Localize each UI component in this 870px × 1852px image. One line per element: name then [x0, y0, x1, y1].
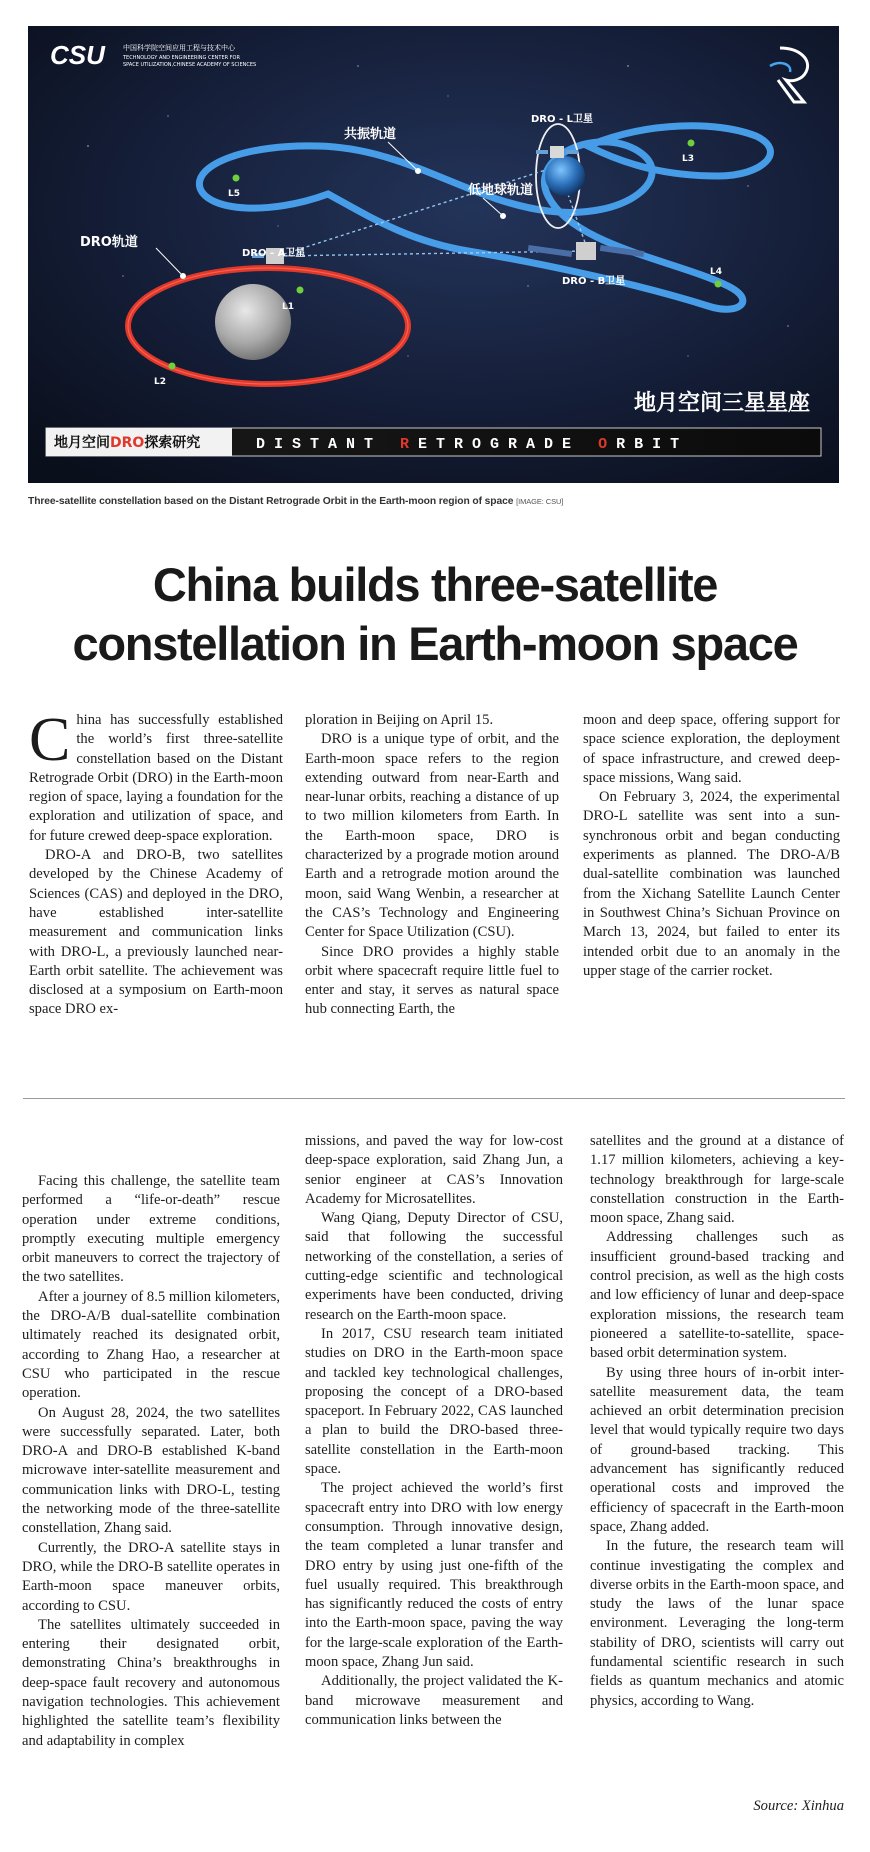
article-column-1 [29, 706, 283, 1020]
paragraph-6: Facing this challenge, the satellite team performed a “life-or-death” rescue operation under extreme conditions, promptly executing multiple emergency orbit maneuvers to correct the trajectory of the two satellites. [22, 1173, 280, 1286]
label-l4: L4 [710, 267, 722, 277]
banner-en-r: R [400, 436, 419, 453]
label-dro-a: DRO - A卫星 [242, 248, 306, 259]
banner-en-istant: ISTANT [274, 436, 401, 453]
svg-text:DISTANT RETROGRADE ORBIT [256, 436, 688, 453]
paragraph-9: Currently, the DRO-A satellite stays in DRO, while the DRO-B satellite operates in Earth-moon space maneuver orbits, according to CSU. [22, 1539, 280, 1614]
csu-logo: CSU [50, 40, 105, 70]
logo-en-2: SPACE UTILIZATION,CHINESE ACADEMY OF SCIENCES [123, 62, 257, 68]
headline [0, 555, 870, 673]
banner-cn-dro: DRO [110, 435, 145, 451]
article-column-5 [305, 1132, 563, 1730]
paragraph-14-continued: satellites and the ground at a distance of 1.17 million kilometers, achieving a key-technology breakthrough for large-scale constellation construction in the Earth-moon space, Zhang said. [590, 1133, 844, 1227]
paragraph-2-continued: ploration in Beijing on April 15. [305, 712, 494, 728]
headline-line-1: China builds three-satellite [152, 558, 718, 611]
label-l3: L3 [682, 154, 694, 164]
banner-en-etrograde: ETROGRADE [418, 436, 599, 453]
label-l2: L2 [154, 377, 166, 387]
banner-cn-pre: 地月空间 [54, 435, 110, 451]
banner-en-d: D [256, 436, 275, 453]
drop-cap: C [29, 706, 71, 774]
label-dro-l: DRO - L卫星 [531, 114, 593, 125]
logo-en-1: TECHNOLOGY AND ENGINEERING CENTER FOR [123, 55, 240, 61]
label-resonance-orbit: 共振轨道 [344, 127, 397, 142]
section-divider [23, 1098, 845, 1099]
paragraph-13: The project achieved the world’s first spacecraft entry into DRO with low energy consumption. Through innovative design, the team completed a lunar transfer and DRO entry by using just one-fifth of the fuel usually required. This breakthrough has significantly reduced the costs of entry into the Earth-moon space, paving the way for the large-scale exploration of the Earth-moon space, Zhang Jun said. [305, 1480, 563, 1671]
earth [545, 156, 585, 196]
article-column-3 [583, 711, 840, 981]
paragraph-5: On February 3, 2024, the experimental DRO-L satellite was sent into a sun-synchronous orbit and began conducting experiments as planned. The DRO-A/B dual-satellite combination was launched from the Xichang Satellite Launch Center in Southwest China’s Sichuan Province on March 13, 2024, but failed to enter its intended orbit due to an anomaly in the upper stage of the carrier rocket. [583, 789, 840, 979]
constellation-title-cn: 地月空间三星星座 [633, 391, 810, 416]
paragraph-7: After a journey of 8.5 million kilometers, the DRO-A/B dual-satellite combination ultimately reached its designated orbit, according to Zhang Hao, a researcher at CSU who participated in the rescue operation. [22, 1288, 280, 1402]
article-column-2 [305, 711, 559, 1020]
paragraph-17: In the future, the research team will continue investigating the complex and diverse orbits in the Earth-moon space, and study the laws of the lunar space environment. Leveraging the long-term stability of DRO, scientists will carry out fundamental scientific research in such fields as quantum mechanics and atomic physics, according to Wang. [590, 1538, 844, 1709]
paragraph-15: Addressing challenges such as insufficient ground-based tracking and control precision, as well as the high costs and low efficiency of lunar and deep-space exploration missions, the research team pioneered a satellite-to-satellite, space-based orbit determination system. [590, 1229, 844, 1362]
paragraph-3: DRO is a unique type of orbit, and the Earth-moon space refers to the region extending outward from near-Earth and near-lunar orbits, reaching a distance of up to two million kilometers from Earth. In the Earth-moon space, DRO is characterized by a prograde motion around Earth and a retrograde motion around the moon, said Wang Wenbin, a researcher at the CAS’s Technology and Engineering Center for Space Utilization (CSU). [305, 731, 559, 941]
logo-cn: 中国科学院空间应用工程与技术中心 [123, 44, 235, 52]
paragraph-4: Since DRO provides a highly stable orbit where spacecraft require little fuel to enter and stay, it serves as natural space hub connecting Earth, the [305, 943, 559, 1018]
orbit-diagram [28, 26, 839, 483]
moon [215, 284, 291, 360]
paragraph-16: By using three hours of in-orbit inter-satellite measurement data, the team achieved an orbit determination precision level that would typically require two days of ground-based tracking. This advancement has significantly reduced operational costs and improved the efficiency of spacecraft in the Earth-moon space, Zhang added. [590, 1364, 844, 1535]
paragraph-14: Additionally, the project validated the K-band microwave measurement and communication links between the [305, 1673, 563, 1728]
article-column-6 [590, 1132, 844, 1711]
caption-text: Three-satellite constellation based on the Distant Retrograde Orbit in the Earth-moon region of space [28, 496, 514, 507]
banner-en-rbit: RBIT [616, 436, 689, 453]
label-dro-orbit: DRO轨道 [80, 235, 138, 250]
dro-banner [46, 428, 821, 456]
constellation-figure [28, 26, 839, 483]
banner-cn-post: 探索研究 [144, 435, 201, 451]
paragraph-8: On August 28, 2024, the two satellites were successfully separated. Later, both DRO-A and DRO-B established K-band microwave inter-satellite measurement and communication links with DRO-L, testing the networking mode of the three-satellite constellation, Zhang said. [22, 1404, 280, 1537]
article-column-4 [22, 1172, 280, 1751]
label-dro-b: DRO - B卫星 [562, 276, 626, 287]
svg-text:地月空间DRO探索研究 [54, 434, 200, 451]
label-leo: 低地球轨道 [468, 183, 534, 198]
paragraph-10: The satellites ultimately succeeded in entering their designated orbit, demonstrating China’s breakthroughs in deep-space fault recovery and autonomous navigation technologies. This achievement highlighted the satellite team’s flexibility and adaptability in complex [22, 1616, 280, 1749]
paragraph-10-continued: missions, and paved the way for low-cost deep-space exploration, said Zhang Jun, a senior engineer at CAS’s Innovation Academy for Microsatellites. [305, 1133, 563, 1207]
banner-en-o: O [598, 436, 617, 453]
source-credit: Source: Xinhua [753, 1798, 844, 1814]
label-l1: L1 [282, 302, 294, 312]
label-l5: L5 [228, 189, 240, 199]
paragraph-11: Wang Qiang, Deputy Director of CSU, said that following the successful networking of the constellation, a series of cutting-edge scientific and technological experiments have been conducted, driving research on the Earth-moon space. [305, 1210, 563, 1323]
figure-caption [28, 496, 839, 507]
headline-line-2: constellation in Earth-moon space [72, 617, 798, 670]
paragraph-4-continued: moon and deep space, offering support for space science exploration, the deployment of space infrastructure, and crewed deep-space missions, Wang said. [583, 712, 840, 786]
paragraph-1: China has successfully established the world’s first three-satellite constellation based on the Distant Retrograde Orbit (DRO) in the Earth-moon region of space, laying a foundation for the exploration and utilization of space, and for future crewed deep-space exploration. [29, 706, 283, 844]
paragraph-2: DRO-A and DRO-B, two satellites developed by the Chinese Academy of Sciences (CAS) and deployed in the DRO, have established inter-satellite measurement and communication links with DRO-L, a previously launched near-Earth orbit satellite. The achievement was disclosed at a symposium on Earth-moon space DRO ex- [29, 847, 283, 1018]
caption-credit: [IMAGE: CSU] [516, 497, 564, 506]
paragraph-12: In 2017, CSU research team initiated studies on DRO in the Earth-moon space and tackled key technological challenges, proposing the concept of a DRO-based spaceport. In February 2022, CAS launched a plan to build the DRO-based three-satellite constellation in the Earth-moon space. [305, 1325, 563, 1478]
